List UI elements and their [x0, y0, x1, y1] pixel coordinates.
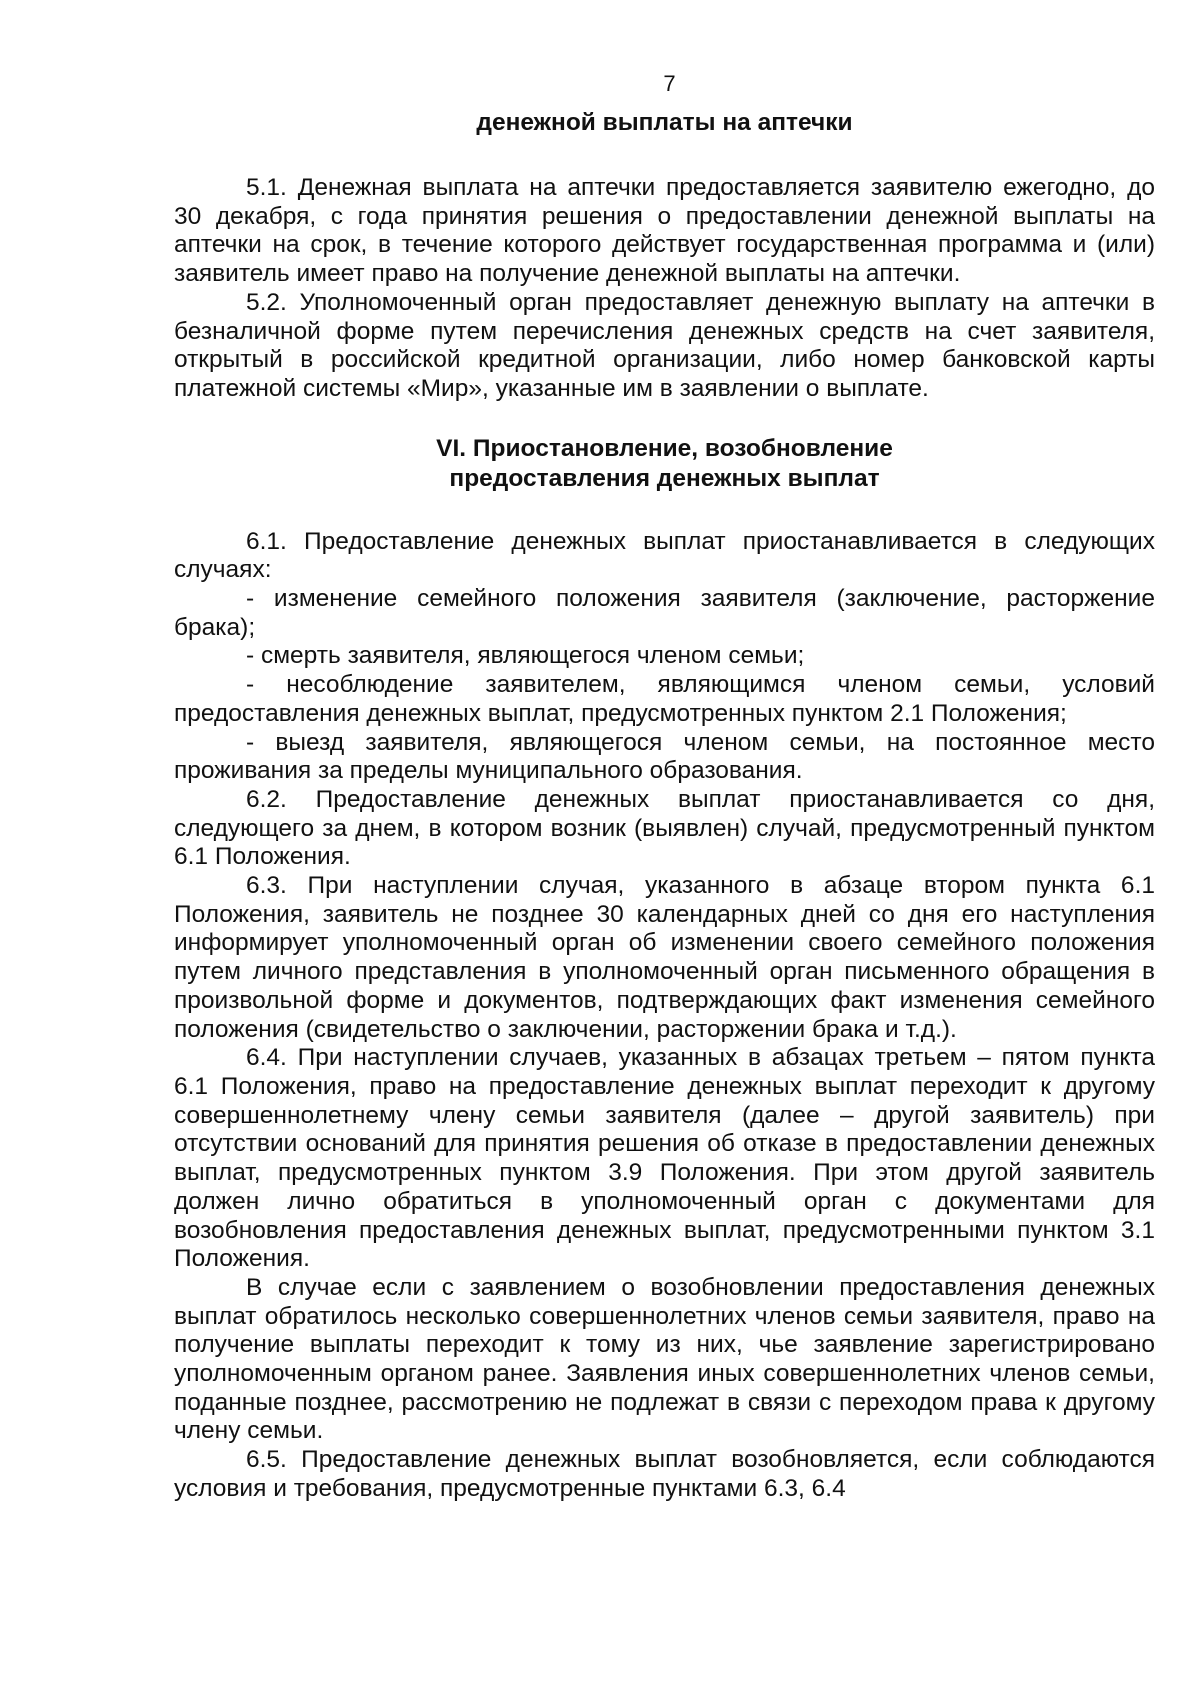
paragraph-5-2: 5.2. Уполномоченный орган предоставляет денежную выплату на аптечки в безналичной форме путем перечисления денежных средств на счет заявителя, открытый в российской кредитной организации, либо номер банковской карты платежной системы «Мир», указанные им в заявлении о выплате. — [174, 288, 1155, 402]
section-vi-body — [174, 528, 1155, 1504]
paragraph-6-4-continued: В случае если с заявлением о возобновлении предоставления денежных выплат обратилось несколько совершеннолетних членов семьи заявителя, право на получение выплаты переходит к тому из них, чье заявление зарегистрировано уполномоченным органом ранее. Заявления иных совершеннолетних членов семьи, поданные позднее, рассмотрению не подлежат в связи с переходом права к другому члену семьи. — [174, 1273, 1155, 1445]
list-item-non-compliance: - несоблюдение заявителем, являющимся членом семьи, условий предоставления денежных выплат, предусмотренных пунктом 2.1 Положения; — [174, 671, 1155, 727]
paragraph-6-1: 6.1. Предоставление денежных выплат приостанавливается в следующих случаях: — [174, 527, 1155, 584]
document-page — [174, 70, 1155, 1504]
list-item-death: - смерть заявителя, являющегося членом семьи; — [246, 642, 805, 670]
section-vi-heading-line1: VI. Приостановление, возобновление — [436, 434, 893, 462]
section-v-heading-tail: денежной выплаты на аптечки — [476, 109, 853, 136]
paragraph-5-1: 5.1. Денежная выплата на аптечки предоставляется заявителю ежегодно, до 30 декабря, с года принятия решения о предоставлении денежной выплаты на аптечки на срок, в течение которого действует государственная программа и (или) заявитель имеет право на получение денежной выплаты на аптечки. — [174, 174, 1155, 288]
page-number: 7 — [663, 71, 676, 96]
list-item-marriage-change: - изменение семейного положения заявителя (заключение, расторжение брака); — [174, 585, 1155, 641]
paragraph-6-5: 6.5. Предоставление денежных выплат возобновляется, если соблюдаются условия и требования, предусмотренные пунктами 6.3, 6.4 — [174, 1446, 1155, 1502]
paragraph-6-2: 6.2. Предоставление денежных выплат приостанавливается со дня, следующего за днем, в котором возник (выявлен) случай, предусмотренный пунктом 6.1 Положения. — [174, 785, 1155, 871]
paragraph-6-3: 6.3. При наступлении случая, указанного в абзаце втором пункта 6.1 Положения, заявитель не позднее 30 календарных дней со дня его наступления информирует уполномоченный орган об изменении своего семейного положения путем личного представления в уполномоченный орган письменного обращения в произвольной форме и документов, подтверждающих факт изменения семейного положения (свидетельство о заключении, расторжении брака и т.д.). — [174, 872, 1155, 1043]
section-vi-heading-line2: предоставления денежных выплат — [449, 464, 880, 492]
section-vi-heading — [174, 434, 1155, 494]
section-v-body — [174, 174, 1155, 404]
list-item-relocation: - выезд заявителя, являющегося членом семьи, на постоянное место проживания за пределы муниципального образования. — [174, 728, 1155, 785]
paragraph-6-4: 6.4. При наступлении случаев, указанных в абзацах третьем – пятом пункта 6.1 Положения, право на предоставление денежных выплат переходит к другому совершеннолетнему члену семьи заявителя (далее – другой заявитель) при отсутствии оснований для принятия решения об отказе в предоставлении денежных выплат, предусмотренных пунктом 3.9 Положения. При этом другой заявитель должен лично обратиться в уполномоченный орган с документами для возобновления предоставления денежных выплат, предусмотренными пунктом 3.1 Положения. — [174, 1044, 1155, 1273]
